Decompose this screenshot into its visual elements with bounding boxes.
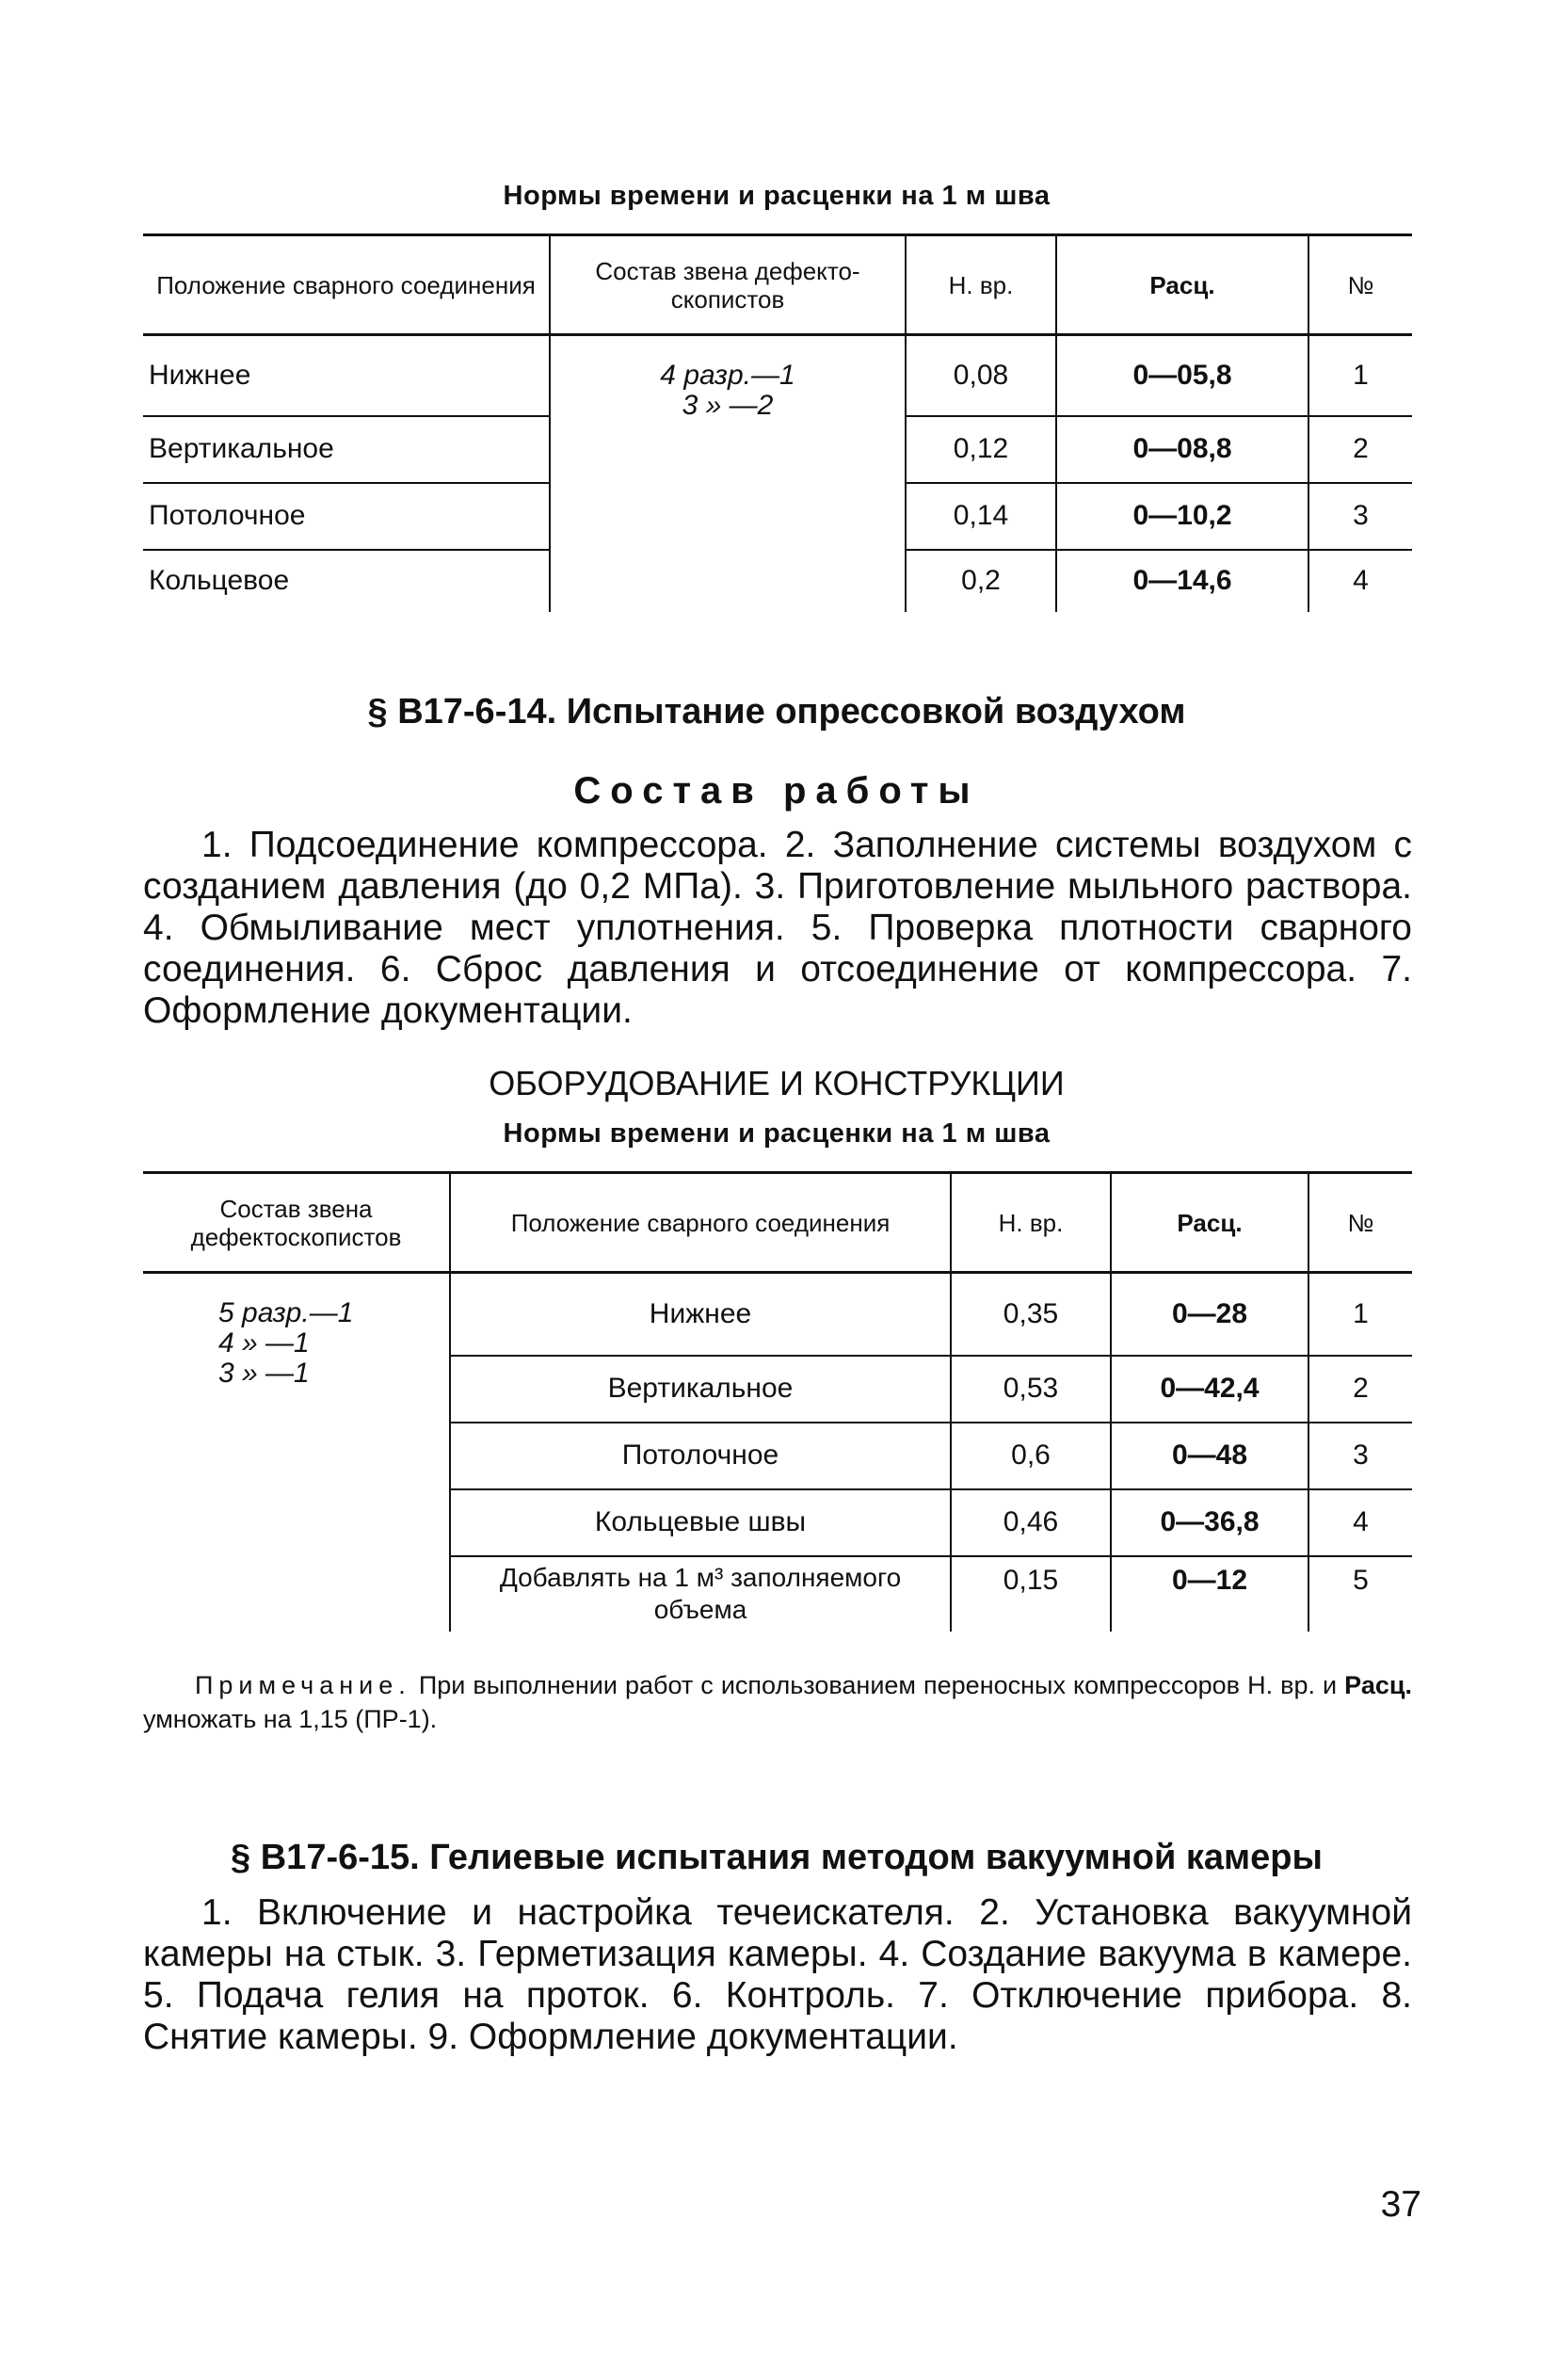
note-text-2: умножать на 1,15 (ПР-1).: [143, 1705, 438, 1733]
header-position: Положение сварного соединения: [143, 235, 550, 335]
row-time: 0,2: [906, 550, 1056, 612]
row-time: 0,6: [951, 1423, 1111, 1489]
norms-table-2: [143, 1171, 1412, 1632]
header-rate: Расц.: [1111, 1173, 1308, 1273]
row-rate: 0—05,8: [1056, 335, 1308, 416]
crew-line: 3 » —1: [218, 1358, 310, 1389]
row-rate: 0—28: [1111, 1273, 1308, 1356]
row-position: Нижнее: [450, 1273, 951, 1356]
crew-composition: [550, 335, 906, 612]
header-position: Положение сварного соединения: [450, 1173, 951, 1273]
note-conj: и: [1323, 1671, 1338, 1699]
row-number: 3: [1308, 1423, 1412, 1489]
section14-work-text: 1. Подсоединение компрессора. 2. Заполнение системы воздухом с созданием давления (до 0,2 МПа). 3. Приготовление мыльного раствора. 4. Обмыливание мест уплотнения. 5. Проверка плотности сварного соединения. 6. Сброс давления и отсоединение от компрессора. 7. Оформление документации.: [143, 825, 1412, 1031]
note-term-time: Н. вр.: [1247, 1671, 1315, 1699]
crew-line: 4 » —1: [218, 1327, 310, 1359]
norms-table-1: [143, 233, 1412, 612]
row-time: 0,35: [951, 1273, 1111, 1356]
row-number: 4: [1308, 550, 1412, 612]
row-rate: 0—14,6: [1056, 550, 1308, 612]
equipment-title: ОБОРУДОВАНИЕ И КОНСТРУКЦИИ: [489, 1064, 1065, 1102]
header-number: №: [1308, 235, 1412, 335]
row-position: Вертикальное: [143, 416, 550, 483]
row-time: 0,53: [951, 1356, 1111, 1423]
row-rate: 0—42,4: [1111, 1356, 1308, 1423]
note-label: Примечание.: [195, 1671, 411, 1699]
crew-line: 4 разр.—1: [660, 360, 795, 391]
row-time: 0,15: [951, 1556, 1111, 1632]
row-time: 0,46: [951, 1489, 1111, 1556]
row-number: 4: [1308, 1489, 1412, 1556]
crew-line: 5 разр.—1: [218, 1297, 354, 1328]
row-position: Кольцевые швы: [450, 1489, 951, 1556]
row-time: 0,14: [906, 483, 1056, 550]
table2-caption: Нормы времени и расценки на 1 м шва: [503, 1118, 1051, 1149]
page-number: 37: [1380, 2184, 1421, 2225]
row-number: 5: [1308, 1556, 1412, 1632]
header-time: Н. вр.: [906, 235, 1056, 335]
row-position: Потолочное: [450, 1423, 951, 1489]
row-number: 2: [1308, 416, 1412, 483]
section14-heading: § В17-6-14. Испытание опрессовкой воздухом: [367, 692, 1186, 732]
row-position: Вертикальное: [450, 1356, 951, 1423]
row-rate: 0—48: [1111, 1423, 1308, 1489]
crew-composition: [143, 1273, 450, 1632]
header-rate: Расц.: [1056, 235, 1308, 335]
note-text-1: При выполнении работ с использованием переносных компрессоров: [418, 1671, 1241, 1699]
row-time: 0,08: [906, 335, 1056, 416]
note-term-rate: Расц.: [1344, 1671, 1412, 1699]
row-position: Потолочное: [143, 483, 550, 550]
row-position: Нижнее: [143, 335, 550, 416]
header-crew: Состав звена дефекто-скопистов: [550, 235, 906, 335]
row-time: 0,12: [906, 416, 1056, 483]
row-rate: 0—12: [1111, 1556, 1308, 1632]
table-row: [143, 335, 1412, 416]
header-time: Н. вр.: [951, 1173, 1111, 1273]
header-crew: Состав звена дефектоскопистов: [143, 1173, 450, 1273]
table-note: [143, 1668, 1412, 1736]
row-number: 3: [1308, 483, 1412, 550]
row-position: Кольцевое: [149, 565, 290, 596]
table1-caption: Нормы времени и расценки на 1 м шва: [503, 181, 1051, 211]
row-position: Добавлять на 1 м³ заполняемого объема: [450, 1556, 951, 1632]
row-number: 1: [1308, 335, 1412, 416]
section15-heading: § В17-6-15. Гелиевые испытания методом вакуумной камеры: [231, 1838, 1323, 1877]
table-row: [143, 1273, 1412, 1356]
row-number: 2: [1308, 1356, 1412, 1423]
section15-work-text: 1. Включение и настройка течеискателя. 2. Установка вакуумной камеры на стык. 3. Герметизация камеры. 4. Создание вакуума в камере. 5. Подача гелия на проток. 6. Контроль. 7. Отключение прибора. 8. Снятие камеры. 9. Оформление документации.: [143, 1892, 1412, 2057]
row-rate: 0—10,2: [1056, 483, 1308, 550]
row-rate: 0—08,8: [1056, 416, 1308, 483]
crew-line: 3 » —2: [682, 390, 774, 421]
work-composition-title: Состав работы: [573, 770, 980, 812]
header-number: №: [1308, 1173, 1412, 1273]
row-rate: 0—36,8: [1111, 1489, 1308, 1556]
row-number: 1: [1308, 1273, 1412, 1356]
